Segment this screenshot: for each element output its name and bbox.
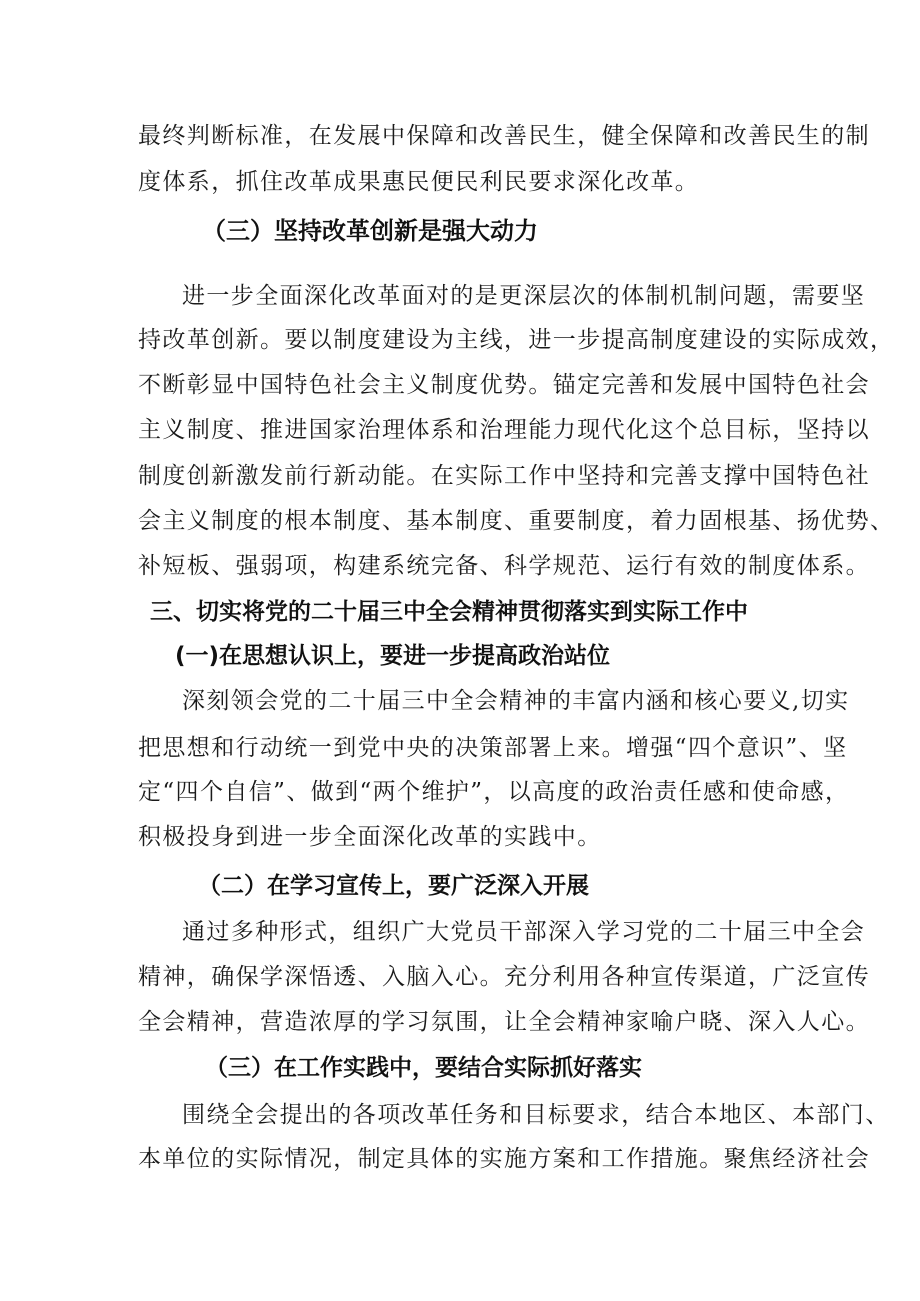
para2-line-6: 会主义制度的根本制度、基本制度、重要制度，着力固根基、扬优势、 xyxy=(138,508,895,534)
para2-line-1: 进一步全面深化改革面对的是更深层次的体制机制问题，需要坚 xyxy=(182,283,866,309)
para2-line-5: 制度创新激发前行新动能。在实际工作中坚持和完善支撑中国特色社 xyxy=(138,463,870,489)
para4-line-1: 通过多种形式，组织广大党员干部深入学习党的二十届三中全会 xyxy=(182,919,866,945)
para3-line-2: 把思想和行动统一到党中央的决策部署上来。增强“四个意识”、坚 xyxy=(138,735,848,761)
para1-line-1: 最终判断标准，在发展中保障和改善民生，健全保障和改善民生的制 xyxy=(138,123,870,149)
subheading-san-innovation: （三）坚持改革创新是强大动力 xyxy=(202,217,538,245)
para2-line-7: 补短板、强弱项，构建系统完备、科学规范、运行有效的制度体系。 xyxy=(138,553,870,579)
para3-line-1: 深刻领会党的二十届三中全会精神的丰富内涵和核心要义,切实 xyxy=(182,688,850,714)
para2-line-3: 不断彰显中国特色社会主义制度优势。锚定完善和发展中国特色社会 xyxy=(138,372,870,398)
section-three-title: 三、切实将党的二十届三中全会精神贯彻落实到实际工作中 xyxy=(150,599,748,625)
para5-line-2: 本单位的实际情况，制定具体的实施方案和工作措施。聚焦经济社会 xyxy=(138,1146,870,1172)
para3-line-4: 积极投身到进一步全面深化改革的实践中。 xyxy=(138,824,602,850)
subheading-yi: (一)在思想认识上，要进一步提高政治站位 xyxy=(175,643,611,669)
para2-line-2: 持改革创新。要以制度建设为主线，进一步提高制度建设的实际成效， xyxy=(138,327,895,353)
para3-line-3: 定“四个自信”、做到“两个维护”，以高度的政治责任感和使命感， xyxy=(138,779,850,805)
para5-line-1: 围绕全会提出的各项改革任务和目标要求，结合本地区、本部门、 xyxy=(182,1102,890,1128)
subheading-er: （二）在学习宣传上，要广泛深入开展 xyxy=(198,873,589,899)
para4-line-3: 全会精神，营造浓厚的学习氛围，让全会精神家喻户晓、深入人心。 xyxy=(138,1009,870,1035)
para1-line-2: 度体系，抓住改革成果惠民便民利民要求深化改革。 xyxy=(138,169,700,195)
para4-line-2: 精神，确保学深悟透、入脑入心。充分利用各种宣传渠道，广泛宣传 xyxy=(138,964,870,990)
para2-line-4: 主义制度、推进国家治理体系和治理能力现代化这个总目标，坚持以 xyxy=(138,417,870,443)
subheading-san-practice: （三）在工作实践中，要结合实际抓好落实 xyxy=(205,1055,642,1081)
